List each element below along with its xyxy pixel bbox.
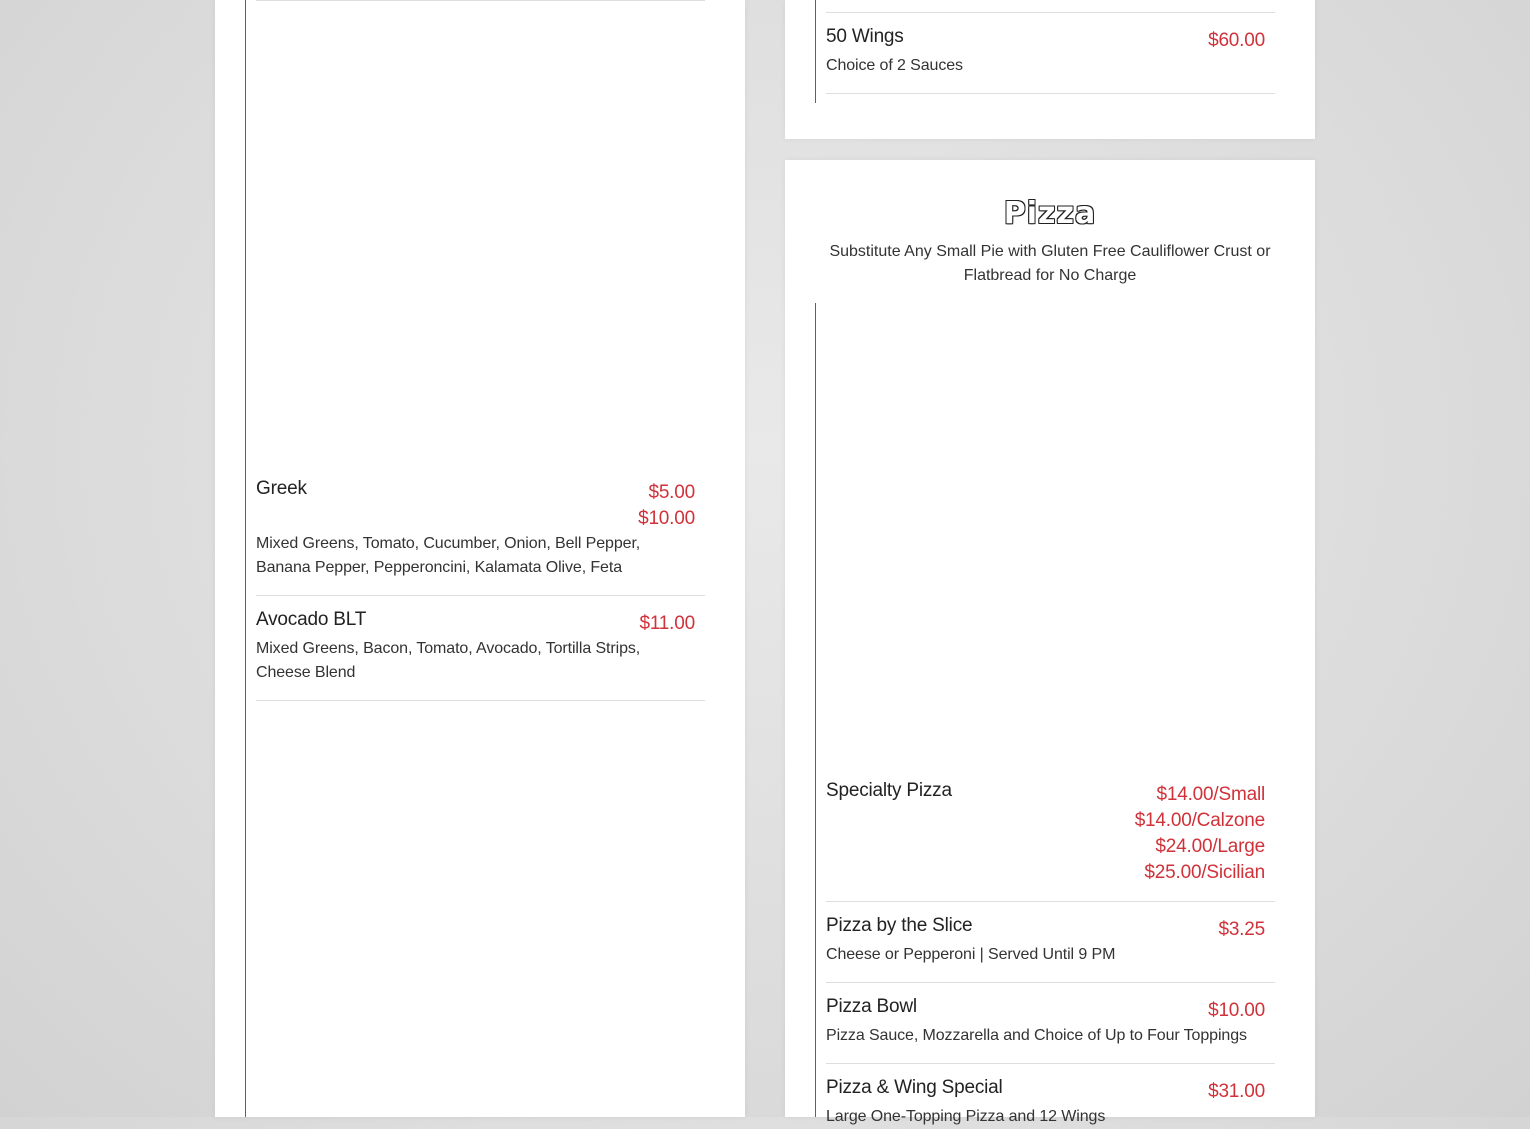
- menu-item-prices: [639, 611, 695, 637]
- menu-item-name: 50 Wings: [826, 26, 904, 47]
- divider: [826, 12, 1275, 13]
- divider: [826, 982, 1275, 983]
- menu-item-prices: [1208, 998, 1265, 1024]
- menu-item-description: Mixed Greens, Tomato, Cucumber, Onion, Bell Pepper, Banana Pepper, Pepperoncini, Kalamata Olive, Feta: [256, 535, 641, 576]
- section-heading: Pizza: [1003, 196, 1097, 231]
- divider: [826, 1063, 1275, 1064]
- menu-item-price: $3.25: [1218, 919, 1265, 940]
- section-accent-line: [245, 0, 246, 1117]
- menu-item-price: $10.00: [638, 508, 695, 529]
- menu-item-description: Mixed Greens, Bacon, Tomato, Avocado, Tortilla Strips, Cheese Blend: [256, 640, 641, 681]
- menu-item-price: $11.00: [639, 613, 695, 634]
- menu-item-name: Avocado BLT: [256, 609, 367, 630]
- menu-item-price: $10.00: [1208, 1000, 1265, 1021]
- menu-item-description: Cheese or Pepperoni | Served Until 9 PM: [826, 946, 1116, 963]
- divider: [826, 93, 1275, 94]
- menu-item-prices: [638, 480, 695, 532]
- divider: [256, 0, 705, 1]
- menu-item-name: Specialty Pizza: [826, 780, 952, 801]
- menu-item-prices: [1208, 1079, 1265, 1105]
- section-note: Substitute Any Small Pie with Gluten Free Cauliflower Crust or Flatbread for No Charge: [829, 243, 1271, 284]
- menu-item-name: Pizza by the Slice: [826, 915, 973, 936]
- menu-item-price: $24.00/Large: [1155, 836, 1265, 857]
- menu-item-price: $25.00/Sicilian: [1144, 862, 1265, 883]
- menu-item-description: Pizza Sauce, Mozzarella and Choice of Up to Four Toppings: [826, 1027, 1247, 1044]
- menu-item-price: $31.00: [1208, 1081, 1265, 1102]
- menu-item-price: $14.00/Small: [1156, 784, 1265, 805]
- salads-menu-panel: [215, 0, 745, 1117]
- menu-item-prices: [1218, 917, 1265, 943]
- menu-item-prices: [1135, 782, 1265, 886]
- section-accent-line: [815, 0, 816, 103]
- pizza-menu-panel: [785, 160, 1315, 1125]
- menu-item-prices: [1208, 28, 1265, 54]
- divider: [256, 595, 705, 596]
- divider: [826, 901, 1275, 902]
- divider: [256, 700, 705, 701]
- wings-menu-panel: [785, 0, 1315, 139]
- menu-item-price: $14.00/Calzone: [1134, 810, 1265, 831]
- menu-item-name: Pizza Bowl: [826, 996, 917, 1017]
- menu-item-description: Choice of 2 Sauces: [826, 57, 963, 74]
- menu-item-price: $5.00: [648, 482, 695, 503]
- section-accent-line: [815, 303, 816, 1117]
- menu-item-price: $60.00: [1208, 30, 1265, 51]
- menu-item-name: Greek: [256, 478, 307, 499]
- menu-item-description: Large One-Topping Pizza and 12 Wings: [826, 1108, 1106, 1125]
- menu-item-name: Pizza & Wing Special: [826, 1077, 1003, 1098]
